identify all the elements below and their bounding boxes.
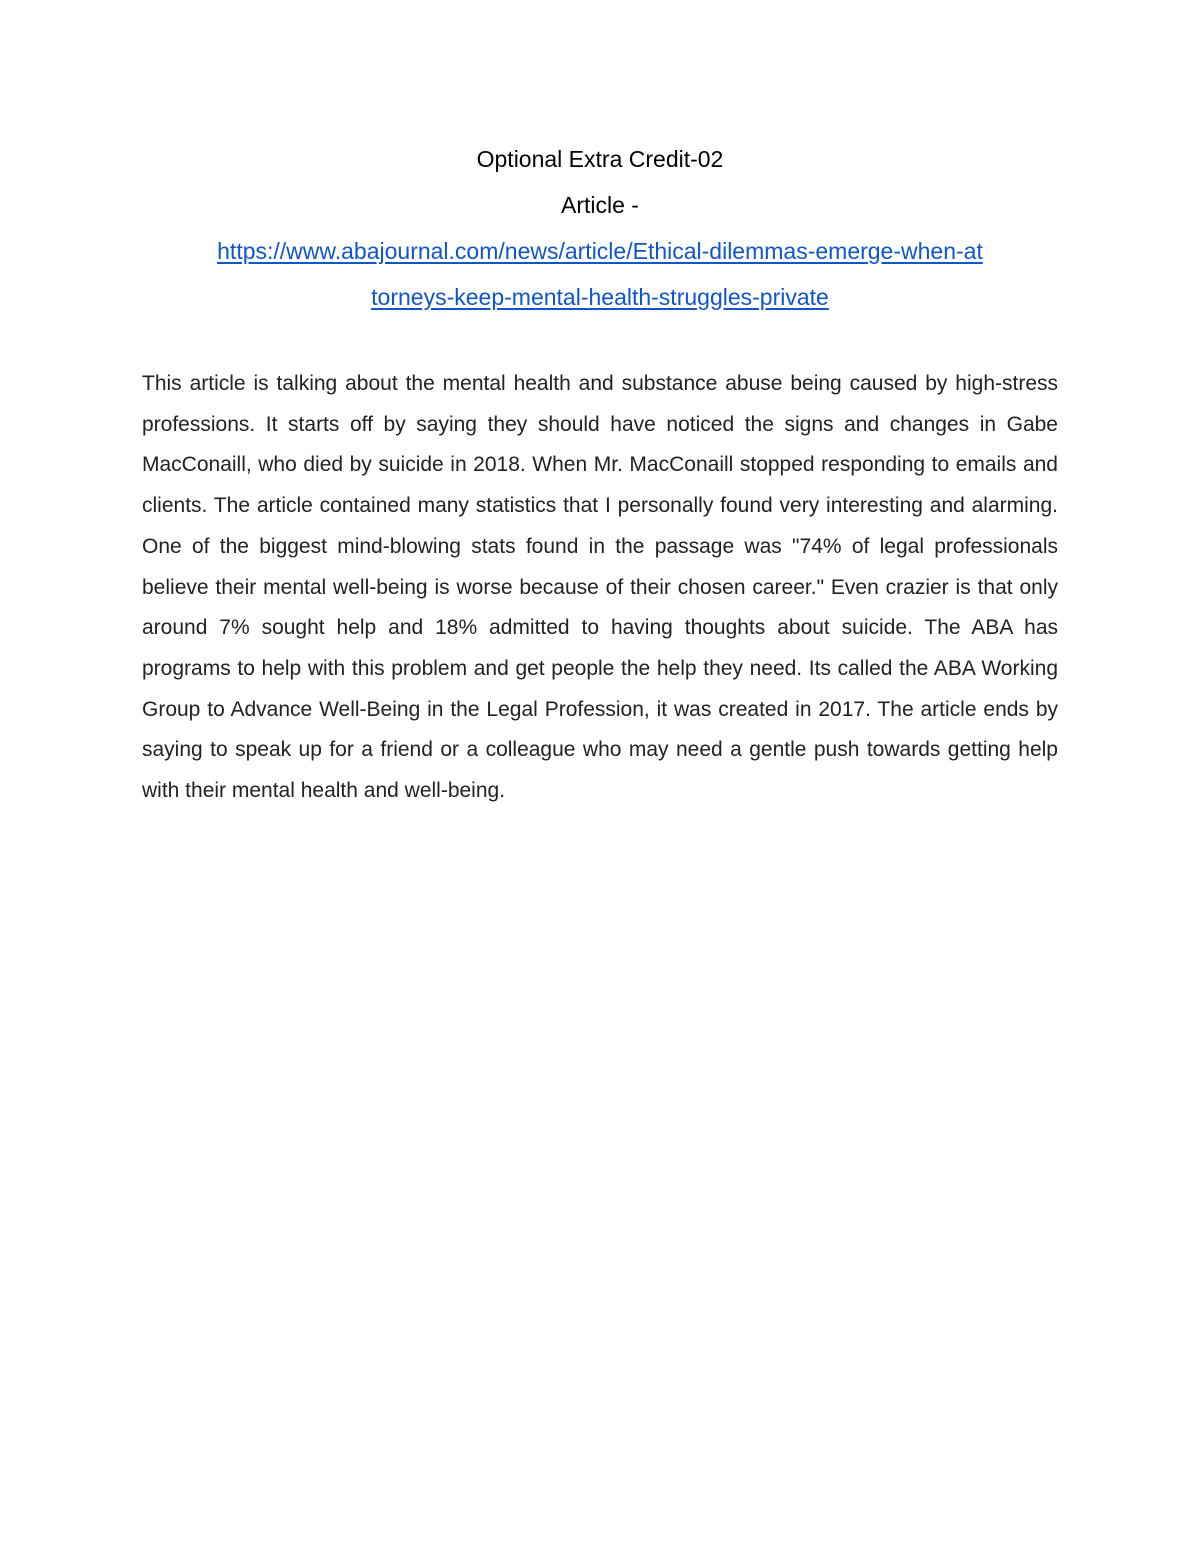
article-link-part-2[interactable]: torneys-keep-mental-health-struggles-private bbox=[371, 284, 829, 310]
document-title: Optional Extra Credit-02 bbox=[476, 146, 724, 172]
document-content bbox=[142, 136, 1058, 812]
article-summary-paragraph: This article is talking about the mental health and substance abuse being caused by high-stress professions. It starts off by saying they should have noticed the signs and changes in Gabe MacConaill, who died by suicide in 2018. When Mr. MacConaill stopped responding to emails and clients. The article contained many statistics that I personally found very interesting and alarming. One of the biggest mind-blowing stats found in the passage was "74% of legal professionals believe their mental well-being is worse because of their chosen career." Even crazier is that only around 7% sought help and 18% admitted to having thoughts about suicide. The ABA has programs to help with this problem and get people the help they need. Its called the ABA Working Group to Advance Well-Being in the Legal Profession, it was created in 2017. The article ends by saying to speak up for a friend or a colleague who may need a gentle push towards getting help with their mental health and well-being. bbox=[142, 372, 1058, 803]
article-link-line-1 bbox=[142, 228, 1058, 274]
article-label: Article - bbox=[561, 192, 639, 218]
article-link-part-1[interactable]: https://www.abajournal.com/news/article/Ethical-dilemmas-emerge-when-at bbox=[217, 238, 983, 264]
article-link-block bbox=[142, 228, 1058, 320]
article-link-line-2 bbox=[142, 274, 1058, 320]
